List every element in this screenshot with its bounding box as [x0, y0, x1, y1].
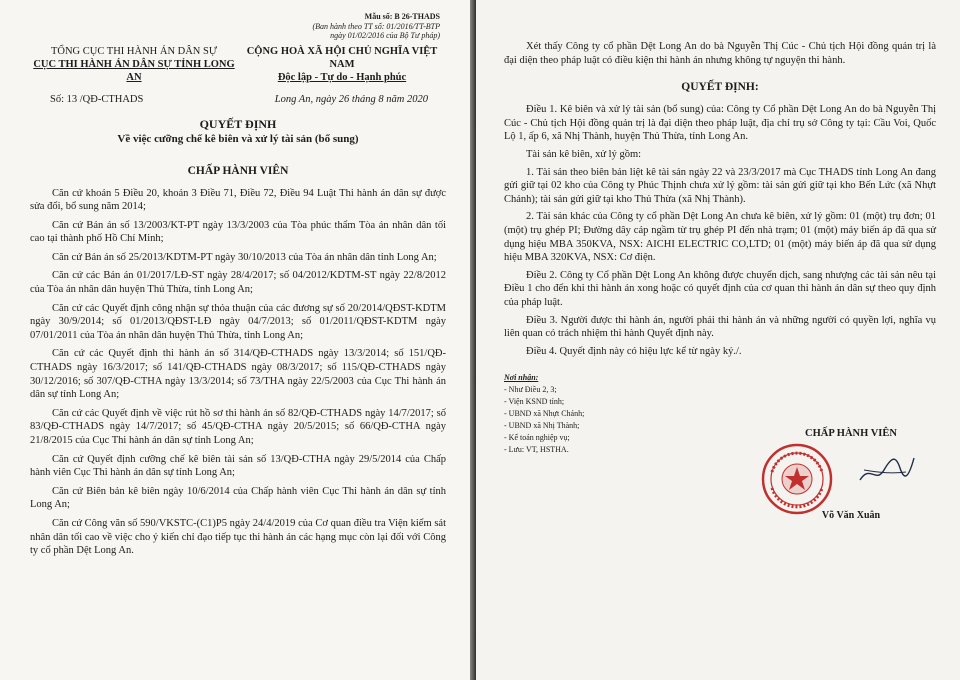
article-paragraph: Điều 4. Quyết định này có hiệu lực kể từ ngày ký./. — [526, 345, 742, 357]
recipients-label: Nơi nhận: — [504, 373, 539, 383]
article-paragraph: Điều 2. Công ty Cổ phần Dệt Long An không được chuyển dịch, sang nhượng các tài sản nêu tại Điều 1 cho đến khi thi hành án xong hoặc có quyết định của cơ quan thi hành án dân sự theo quy định của pháp luật. — [504, 269, 936, 308]
document-title: QUYẾT ĐỊNH — [199, 116, 277, 131]
body-paragraph: Căn cứ các Bản án 01/2017/LĐ-ST ngày 28/4/2017; số 04/2012/KDTM-ST ngày 22/8/2012 của Tòa án nhân dân huyện Thủ Thừa, tỉnh Long An; — [30, 270, 446, 296]
recipients-list — [504, 372, 664, 456]
form-note-1: (Ban hành theo TT số: 01/2016/TT-BTP — [312, 21, 440, 31]
document-page-left — [0, 0, 470, 680]
official-seal-icon — [760, 442, 834, 516]
number-date-row — [30, 94, 446, 105]
signer-title: CHẤP HÀNH VIÊN — [805, 428, 897, 439]
section-title-left: CHẤP HÀNH VIÊN — [187, 164, 289, 177]
recipient-item: - UBND xã Nhựt Chánh; — [504, 409, 585, 419]
recipient-item: - Lưu: VT, HSTHA. — [504, 445, 569, 455]
article-paragraph: Điều 1. Kê biên và xử lý tài sản (bổ sung) của: Công ty Cổ phần Dệt Long An do bà Nguyễn Thị Cúc - Chủ tịch Hội đồng quản trị là đại diện theo pháp luật, địa chỉ trụ sở Công ty tại: Cầu Voi, Quốc Lộ 1, ấp 6, xã Nhị Thành, huyện Thủ Thừa, tỉnh Long An. — [504, 104, 936, 143]
form-number-block — [30, 12, 446, 41]
signature-block — [776, 428, 926, 521]
motto: Độc lập - Tự do - Hạnh phúc — [277, 71, 407, 83]
body-paragraph: Căn cứ Quyết định cưỡng chế kê biên tài sản số 13/QĐ-CTHA ngày 29/5/2014 của Chấp hành viên Cục Thi hành án dân sự tỉnh Long An; — [30, 453, 446, 479]
agency-parent: TỔNG CỤC THI HÀNH ÁN DÂN SỰ — [50, 45, 218, 57]
national-motto — [238, 45, 446, 84]
intro-paragraph: Xét thấy Công ty cổ phần Dệt Long An do bà Nguyễn Thị Cúc - Chủ tịch Hội đồng quản trị là đại diện theo pháp luật có điều kiện thi hành án nhưng không tự nguyện thi hành. — [504, 41, 936, 66]
place-date: Long An, ngày 26 tháng 8 năm 2020 — [274, 93, 428, 105]
body-paragraph: Căn cứ khoản 5 Điều 20, khoản 3 Điều 71, Điều 72, Điều 94 Luật Thi hành án dân sự được sửa đổi, bổ sung năm 2014; — [30, 187, 446, 213]
body-paragraph: Căn cứ Công văn số 590/VKSTC-(C1)P5 ngày 24/4/2019 của Cơ quan điều tra Viện kiểm sát nhân dân tối cao về việc cho ý kiến chỉ đạo tiếp tục thi hành án các hạng mục còn lại đối với Công ty cổ phần Dệt Long An. — [30, 517, 446, 557]
country-name: CỘNG HOÀ XÃ HỘI CHỦ NGHĨA VIỆT NAM — [246, 45, 438, 70]
section-title-right: QUYẾT ĐỊNH: — [681, 81, 759, 94]
article-paragraph: 2. Tài sản khác của Công ty cổ phần Dệt Long An chưa kê biên, xử lý gồm: 01 (một) trụ đơn; 01 (một) trụ ghép PI; Đường dây cáp ngầm từ trụ ghép PI đến nhà trạm; 01 (một) máy biến áp đã qua sử dụng hiệu MBA 350KVA, NSX: AICHI ELECTRIC CO,LTD; 01 (một) máy biến áp đã qua sử dụng hiệu MBA 320KVA, NSX: Cơ điện. — [504, 211, 936, 264]
signer-name: Võ Văn Xuân — [821, 510, 881, 521]
article-paragraph: Điều 3. Người được thi hành án, người phải thi hành án và những người có quyền lợi, nghĩa vụ liên quan có trách nhiệm thi hành Quyết định này. — [504, 314, 936, 340]
recipient-item: - Kế toán nghiệp vụ; — [504, 433, 570, 443]
document-number: Số: 13 /QĐ-CTHADS — [50, 93, 144, 105]
body-paragraph: Căn cứ Biên bản kê biên ngày 10/6/2014 của Chấp hành viên Cục Thi hành án dân sự tỉnh Long An; — [30, 485, 446, 511]
recipient-item: - Như Điều 2, 3; — [504, 385, 557, 395]
body-paragraph: Căn cứ các Quyết định về việc rút hồ sơ thi hành án số 82/QĐ-CTHADS ngày 14/7/2017; số 83/QĐ-CTHADS ngày 14/7/2017; số 45/QĐ-CTHA ngày 20/5/2015; số 66/QĐ-CTHA ngày 21/8/2015 của Cục Thi hành án dân sự tỉnh Long An; — [30, 407, 446, 446]
form-number: Mẫu số: B 26-THADS — [364, 12, 440, 21]
form-note-2: ngày 01/02/2016 của Bộ Tư pháp) — [330, 31, 440, 40]
body-paragraph: Căn cứ các Quyết định công nhận sự thỏa thuận của các đương sự số 20/2014/QĐST-KDTM ngày 30/9/2014; số 01/2013/QĐST-LĐ ngày 04/7/2013; số 01/2011/QĐST-KDTM ngày 07/01/2011 của Tòa án nhân dân huyện Thủ Thừa, tỉnh Long An; — [30, 302, 446, 341]
document-subtitle: Về việc cưỡng chế kê biên và xử lý tài sản (bổ sung) — [117, 132, 359, 145]
agency-name: CỤC THI HÀNH ÁN DÂN SỰ TỈNH LONG AN — [33, 58, 235, 83]
body-paragraph: Căn cứ Bản án số 13/2003/KT-PT ngày 13/3/2003 của Tòa phúc thẩm Tòa án nhân dân tối cao tại thành phố Hồ Chí Minh; — [30, 219, 446, 245]
header-row — [30, 45, 446, 84]
document-page-right — [476, 0, 960, 680]
article-paragraph: 1. Tài sản theo biên bản liệt kê tài sản ngày 22 và 23/3/2017 mà Cục THADS tỉnh Long An đang gửi giữ tại 02 kho của Công ty Phúc Thịnh chưa xử lý gồm: tài sản gửi giữ tại kho Bến Lức (xã Nhựt Chánh); tài sản gửi giữ tại kho Thủ Thừa (xã Nhị Thành). — [504, 166, 936, 205]
body-paragraph: Căn cứ các Quyết định thi hành án số 314/QĐ-CTHADS ngày 13/3/2014; số 151/QĐ-CTHADS ngày 16/3/2017; số 141/QĐ-CTHADS ngày 08/3/2017; số 115/QĐ-CTHADS ngày 30/12/2016; số 307/QĐ-CTHA ngày 13/3/2014; số 73/THA ngày 22/5/2003 của Cục Thi hành án dân sự tỉnh Long An; — [30, 348, 446, 401]
signature-icon — [856, 450, 916, 490]
recipient-item: - UBND xã Nhị Thành; — [504, 421, 580, 431]
recipient-item: - Viện KSND tỉnh; — [504, 397, 565, 407]
body-paragraph: Căn cứ Bản án số 25/2013/KDTM-PT ngày 30/10/2013 của Tòa án nhân dân tỉnh Long An; — [52, 251, 437, 263]
article-paragraph: Tài sản kê biên, xử lý gồm: — [526, 148, 642, 160]
agency-header — [30, 45, 238, 84]
